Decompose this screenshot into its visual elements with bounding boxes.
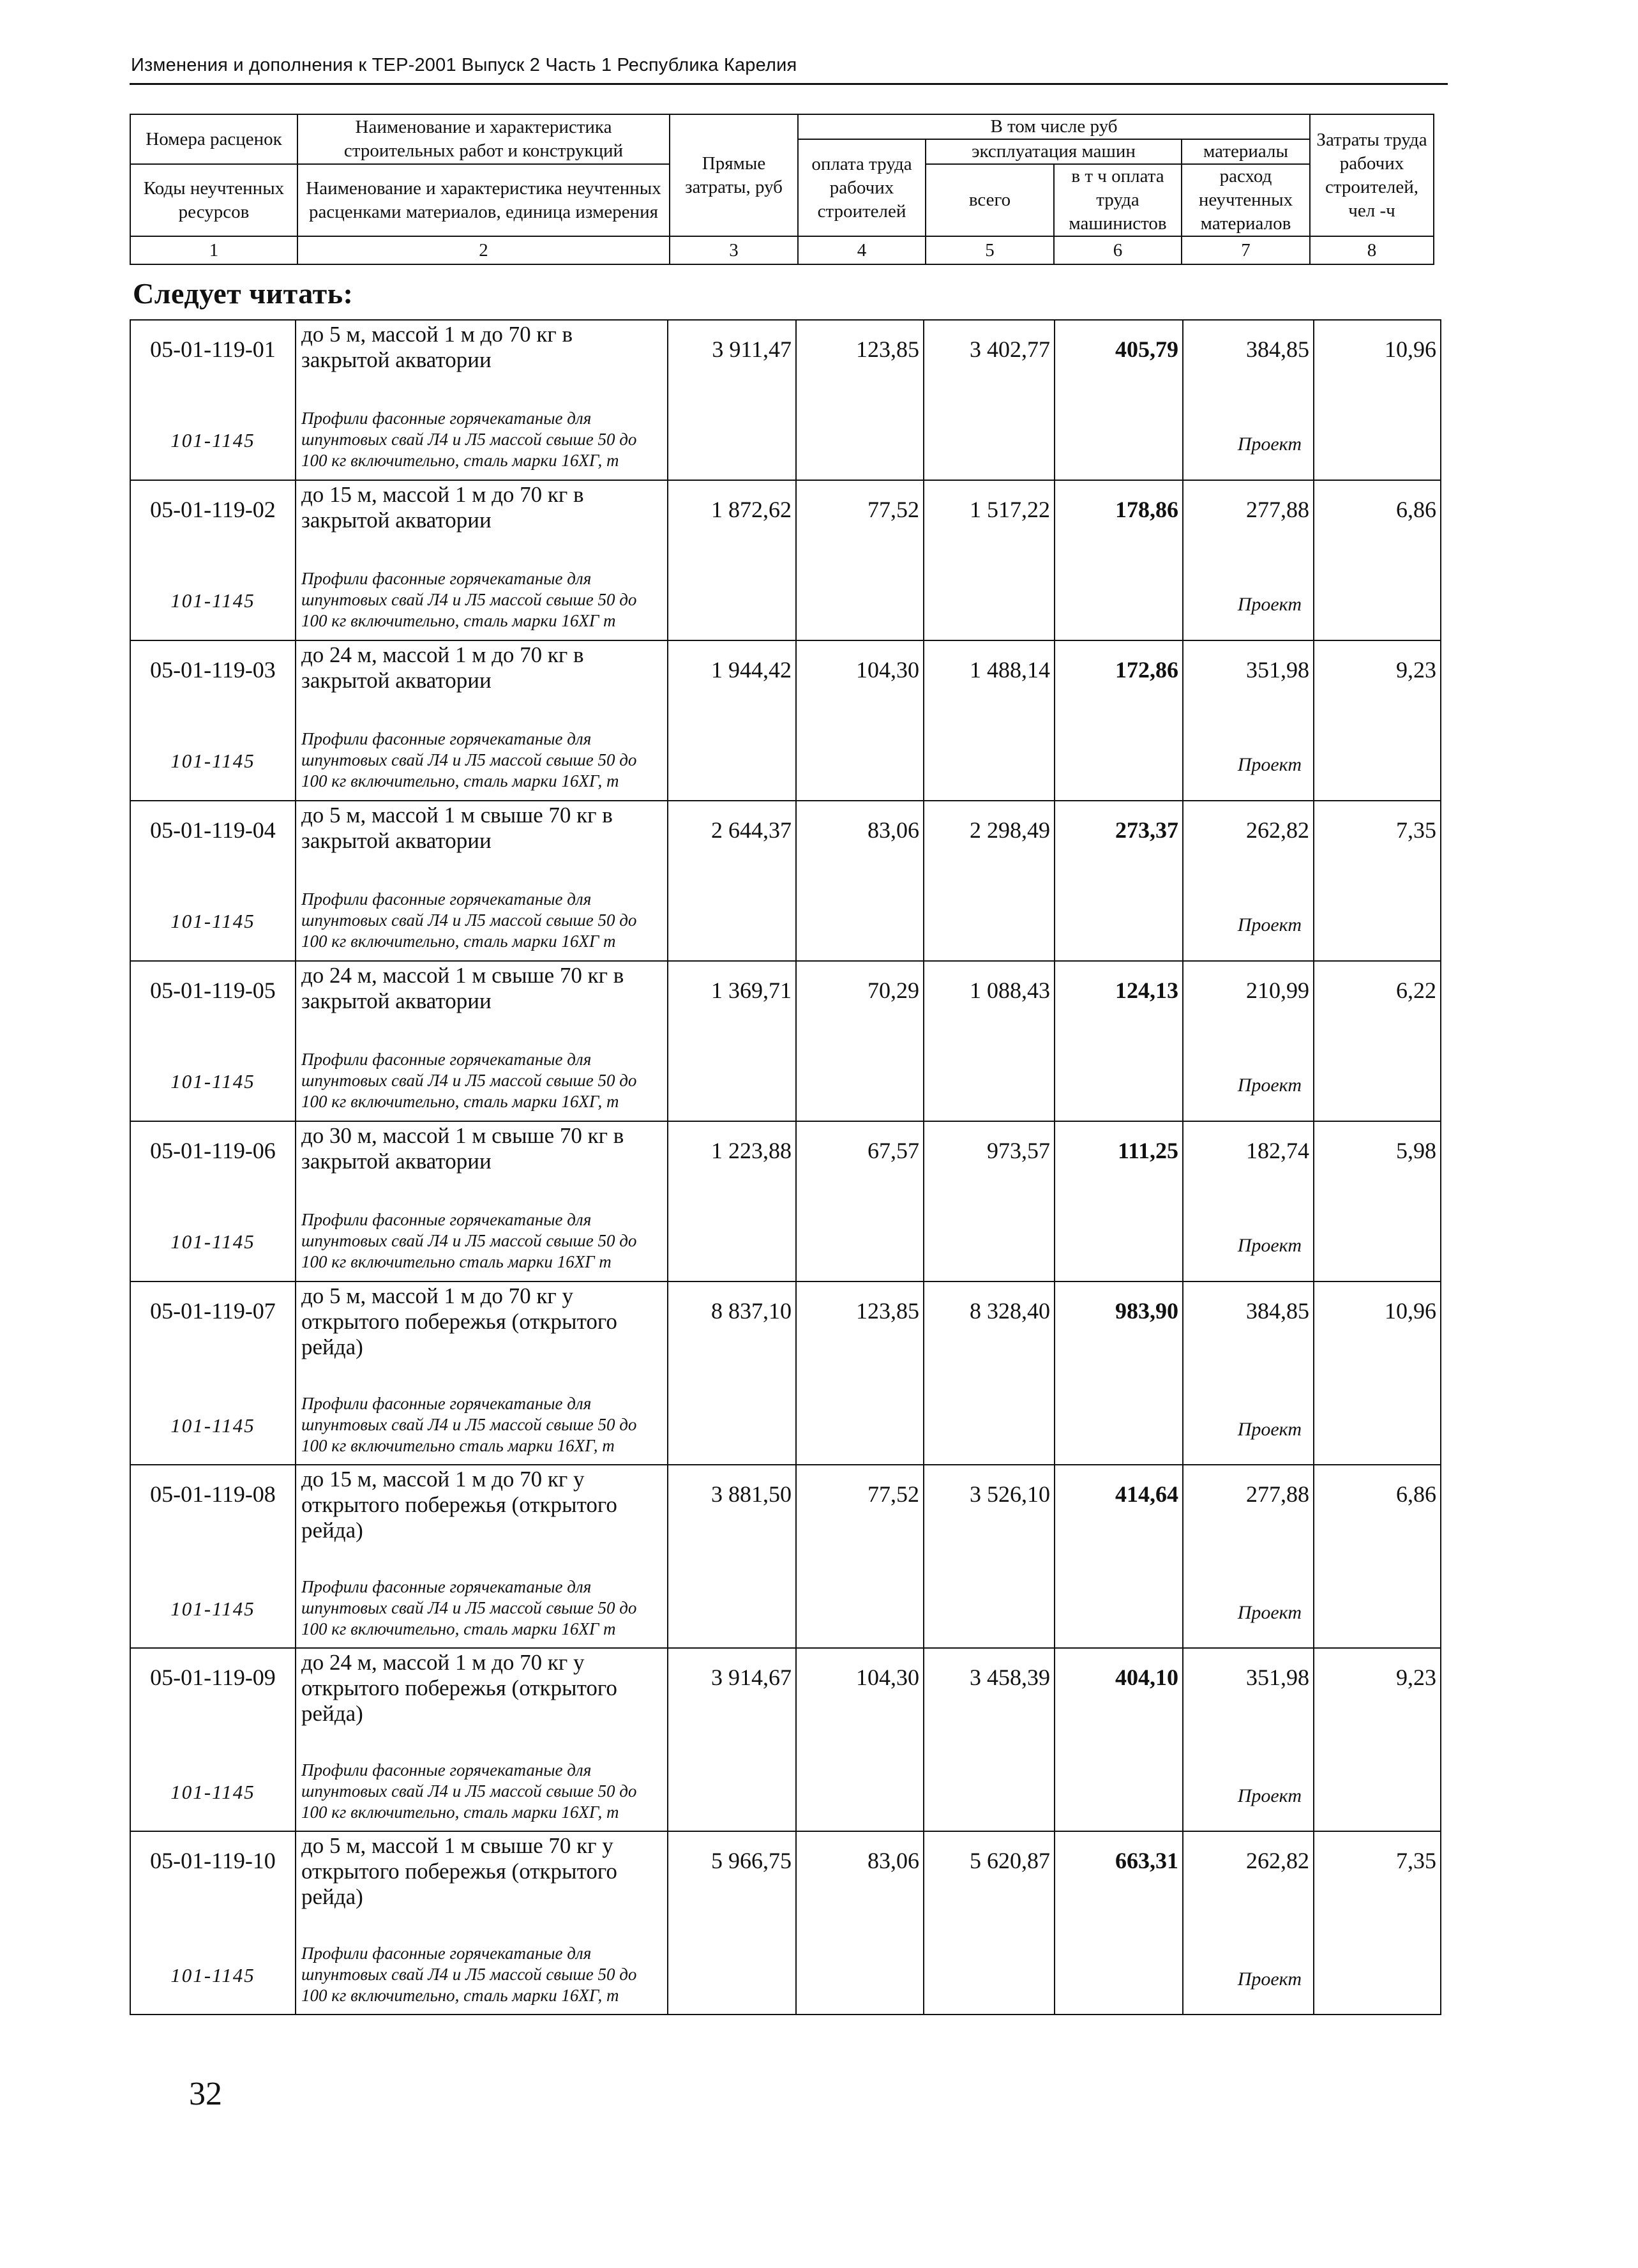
rate-code: 05-01-119-07 xyxy=(130,1281,296,1393)
direct-costs-value: 1 872,62 xyxy=(668,480,796,640)
materials-value: 277,88 xyxy=(1183,1465,1314,1576)
column-header-table xyxy=(130,114,1434,265)
labor-hours-value: 7,35 xyxy=(1314,801,1441,961)
work-description: до 5 м, массой 1 м до 70 кг у открытого побережья (открытого рейда) xyxy=(296,1281,668,1393)
header-unaccounted-materials: расход неучтенных материалов xyxy=(1182,164,1310,236)
operators-pay-value: 404,10 xyxy=(1055,1648,1183,1831)
work-description: до 30 м, массой 1 м свыше 70 кг в закрытой акватории xyxy=(296,1121,668,1209)
material-consumption-value: Проект xyxy=(1183,1576,1314,1648)
rate-row xyxy=(130,801,1441,889)
rate-row xyxy=(130,480,1441,568)
header-direct-costs: Прямые затраты, руб xyxy=(670,114,798,236)
labor-hours-value: 6,86 xyxy=(1314,480,1441,640)
material-consumption-value: Проект xyxy=(1183,1393,1314,1465)
resource-code: 101-1145 xyxy=(130,1393,296,1465)
rate-code: 05-01-119-04 xyxy=(130,801,296,889)
material-description: Профили фасонные горячекатаные для шпунтовых свай Л4 и Л5 массой свыше 50 до 100 кг включительно сталь марки 16ХГ, т xyxy=(296,1393,668,1465)
labor-hours-value: 7,35 xyxy=(1314,1831,1441,2015)
material-description: Профили фасонные горячекатаные для шпунтовых свай Л4 и Л5 массой свыше 50 до 100 кг включительно, сталь марки 16ХГ, т xyxy=(296,1760,668,1831)
header-operators-pay: в т ч оплата труда машинистов xyxy=(1054,164,1182,236)
direct-costs-value: 5 966,75 xyxy=(668,1831,796,2015)
labor-hours-value: 6,22 xyxy=(1314,961,1441,1121)
material-description: Профили фасонные горячекатаные для шпунтовых свай Л4 и Л5 массой свыше 50 до 100 кг включительно, сталь марки 16ХГ т xyxy=(296,1576,668,1648)
materials-value: 351,98 xyxy=(1183,640,1314,729)
material-consumption-value: Проект xyxy=(1183,408,1314,480)
material-description: Профили фасонные горячекатаные для шпунтовых свай Л4 и Л5 массой свыше 50 до 100 кг включительно, сталь марки 16ХГ, т xyxy=(296,729,668,801)
material-description: Профили фасонные горячекатаные для шпунтовых свай Л4 и Л5 массой свыше 50 до 100 кг включительно, сталь марки 16ХГ, т xyxy=(296,1049,668,1121)
builders-pay-value: 104,30 xyxy=(796,1648,924,1831)
operators-pay-value: 273,37 xyxy=(1055,801,1183,961)
rate-row xyxy=(130,320,1441,408)
resource-code: 101-1145 xyxy=(130,1049,296,1121)
rate-row xyxy=(130,961,1441,1049)
column-number: 2 xyxy=(297,236,670,264)
material-consumption-value: Проект xyxy=(1183,568,1314,640)
direct-costs-value: 8 837,10 xyxy=(668,1281,796,1465)
machines-total-value: 973,57 xyxy=(924,1121,1055,1281)
work-description: до 24 м, массой 1 м до 70 кг в закрытой акватории xyxy=(296,640,668,729)
machines-total-value: 1 517,22 xyxy=(924,480,1055,640)
header-resource-codes: Коды неучтенных ресурсов xyxy=(130,164,297,236)
operators-pay-value: 172,86 xyxy=(1055,640,1183,801)
builders-pay-value: 83,06 xyxy=(796,1831,924,2015)
rate-row xyxy=(130,1121,1441,1209)
rate-code: 05-01-119-03 xyxy=(130,640,296,729)
header-including-group: В том числе руб xyxy=(798,114,1310,139)
machines-total-value: 2 298,49 xyxy=(924,801,1055,961)
rate-code: 05-01-119-10 xyxy=(130,1831,296,1943)
rate-code: 05-01-119-09 xyxy=(130,1648,296,1760)
work-description: до 5 м, массой 1 м до 70 кг в закрытой акватории xyxy=(296,320,668,408)
material-description: Профили фасонные горячекатаные для шпунтовых свай Л4 и Л5 массой свыше 50 до 100 кг включительно, сталь марки 16ХГ т xyxy=(296,889,668,961)
machines-total-value: 3 402,77 xyxy=(924,320,1055,480)
work-description: до 5 м, массой 1 м свыше 70 кг у открытого побережья (открытого рейда) xyxy=(296,1831,668,1943)
header-machines-total: всего xyxy=(926,164,1054,236)
column-number: 7 xyxy=(1182,236,1310,264)
rate-row xyxy=(130,1465,1441,1576)
running-head: Изменения и дополнения к ТЕР-2001 Выпуск 2 Часть 1 Республика Карелия xyxy=(131,55,797,75)
builders-pay-value: 77,52 xyxy=(796,480,924,640)
page-number: 32 xyxy=(189,2076,222,2112)
operators-pay-value: 414,64 xyxy=(1055,1465,1183,1648)
rate-code: 05-01-119-06 xyxy=(130,1121,296,1209)
rate-row xyxy=(130,1281,1441,1393)
column-number: 1 xyxy=(130,236,297,264)
direct-costs-value: 1 223,88 xyxy=(668,1121,796,1281)
rate-row xyxy=(130,1831,1441,1943)
header-work-name: Наименование и характеристика строительных работ и конструкций xyxy=(297,114,670,164)
builders-pay-value: 70,29 xyxy=(796,961,924,1121)
materials-value: 384,85 xyxy=(1183,320,1314,408)
material-consumption-value: Проект xyxy=(1183,1760,1314,1831)
builders-pay-value: 104,30 xyxy=(796,640,924,801)
labor-hours-value: 10,96 xyxy=(1314,320,1441,480)
resource-code: 101-1145 xyxy=(130,729,296,801)
column-number: 8 xyxy=(1310,236,1434,264)
resource-code: 101-1145 xyxy=(130,1760,296,1831)
labor-hours-value: 5,98 xyxy=(1314,1121,1441,1281)
builders-pay-value: 123,85 xyxy=(796,1281,924,1465)
builders-pay-value: 67,57 xyxy=(796,1121,924,1281)
rate-row xyxy=(130,640,1441,729)
header-rule xyxy=(130,83,1448,85)
rate-code: 05-01-119-08 xyxy=(130,1465,296,1576)
labor-hours-value: 10,96 xyxy=(1314,1281,1441,1465)
resource-code: 101-1145 xyxy=(130,1576,296,1648)
resource-code: 101-1145 xyxy=(130,568,296,640)
operators-pay-value: 405,79 xyxy=(1055,320,1183,480)
column-number: 6 xyxy=(1054,236,1182,264)
rate-code: 05-01-119-02 xyxy=(130,480,296,568)
column-number: 3 xyxy=(670,236,798,264)
materials-value: 182,74 xyxy=(1183,1121,1314,1209)
header-labor-hours: Затраты труда рабочих строителей, чел -ч xyxy=(1310,114,1434,236)
builders-pay-value: 77,52 xyxy=(796,1465,924,1648)
column-number: 4 xyxy=(798,236,926,264)
resource-code: 101-1145 xyxy=(130,408,296,480)
material-description: Профили фасонные горячекатаные для шпунтовых свай Л4 и Л5 массой свыше 50 до 100 кг включительно, сталь марки 16ХГ, т xyxy=(296,1943,668,2015)
material-consumption-value: Проект xyxy=(1183,889,1314,961)
material-consumption-value: Проект xyxy=(1183,1049,1314,1121)
materials-value: 210,99 xyxy=(1183,961,1314,1049)
rates-table xyxy=(130,319,1441,2015)
materials-value: 384,85 xyxy=(1183,1281,1314,1393)
direct-costs-value: 3 914,67 xyxy=(668,1648,796,1831)
material-description: Профили фасонные горячекатаные для шпунтовых свай Л4 и Л5 массой свыше 50 до 100 кг включительно, сталь марки 16ХГ т xyxy=(296,568,668,640)
materials-value: 277,88 xyxy=(1183,480,1314,568)
direct-costs-value: 1 369,71 xyxy=(668,961,796,1121)
direct-costs-value: 2 644,37 xyxy=(668,801,796,961)
labor-hours-value: 6,86 xyxy=(1314,1465,1441,1648)
materials-value: 262,82 xyxy=(1183,801,1314,889)
material-consumption-value: Проект xyxy=(1183,1209,1314,1281)
work-description: до 5 м, массой 1 м свыше 70 кг в закрытой акватории xyxy=(296,801,668,889)
operators-pay-value: 983,90 xyxy=(1055,1281,1183,1465)
header-builders-pay: оплата труда рабочих строителей xyxy=(798,139,926,236)
machines-total-value: 1 488,14 xyxy=(924,640,1055,801)
builders-pay-value: 83,06 xyxy=(796,801,924,961)
work-description: до 24 м, массой 1 м до 70 кг у открытого побережья (открытого рейда) xyxy=(296,1648,668,1760)
machines-total-value: 5 620,87 xyxy=(924,1831,1055,2015)
operators-pay-value: 111,25 xyxy=(1055,1121,1183,1281)
builders-pay-value: 123,85 xyxy=(796,320,924,480)
work-description: до 15 м, массой 1 м до 70 кг у открытого побережья (открытого рейда) xyxy=(296,1465,668,1576)
machines-total-value: 3 458,39 xyxy=(924,1648,1055,1831)
direct-costs-value: 1 944,42 xyxy=(668,640,796,801)
operators-pay-value: 663,31 xyxy=(1055,1831,1183,2015)
material-consumption-value: Проект xyxy=(1183,729,1314,801)
materials-value: 262,82 xyxy=(1183,1831,1314,1943)
resource-code: 101-1145 xyxy=(130,1209,296,1281)
section-title: Следует читать: xyxy=(133,277,354,310)
machines-total-value: 1 088,43 xyxy=(924,961,1055,1121)
column-number: 5 xyxy=(926,236,1054,264)
resource-code: 101-1145 xyxy=(130,1943,296,2015)
work-description: до 15 м, массой 1 м до 70 кг в закрытой акватории xyxy=(296,480,668,568)
machines-total-value: 3 526,10 xyxy=(924,1465,1055,1648)
header-rate-number: Номера расценок xyxy=(130,114,297,164)
labor-hours-value: 9,23 xyxy=(1314,640,1441,801)
header-materials-group: материалы xyxy=(1182,139,1310,164)
rate-row xyxy=(130,1648,1441,1760)
material-consumption-value: Проект xyxy=(1183,1943,1314,2015)
machines-total-value: 8 328,40 xyxy=(924,1281,1055,1465)
materials-value: 351,98 xyxy=(1183,1648,1314,1760)
direct-costs-value: 3 911,47 xyxy=(668,320,796,480)
rate-code: 05-01-119-01 xyxy=(130,320,296,408)
work-description: до 24 м, массой 1 м свыше 70 кг в закрытой акватории xyxy=(296,961,668,1049)
rate-code: 05-01-119-05 xyxy=(130,961,296,1049)
header-machines-group: эксплуатация машин xyxy=(926,139,1182,164)
material-description: Профили фасонные горячекатаные для шпунтовых свай Л4 и Л5 массой свыше 50 до 100 кг включительно, сталь марки 16ХГ, т xyxy=(296,408,668,480)
resource-code: 101-1145 xyxy=(130,889,296,961)
operators-pay-value: 178,86 xyxy=(1055,480,1183,640)
operators-pay-value: 124,13 xyxy=(1055,961,1183,1121)
material-description: Профили фасонные горячекатаные для шпунтовых свай Л4 и Л5 массой свыше 50 до 100 кг включительно сталь марки 16ХГ т xyxy=(296,1209,668,1281)
direct-costs-value: 3 881,50 xyxy=(668,1465,796,1648)
labor-hours-value: 9,23 xyxy=(1314,1648,1441,1831)
header-material-name: Наименование и характеристика неучтенных расценками материалов, единица измерения xyxy=(297,164,670,236)
